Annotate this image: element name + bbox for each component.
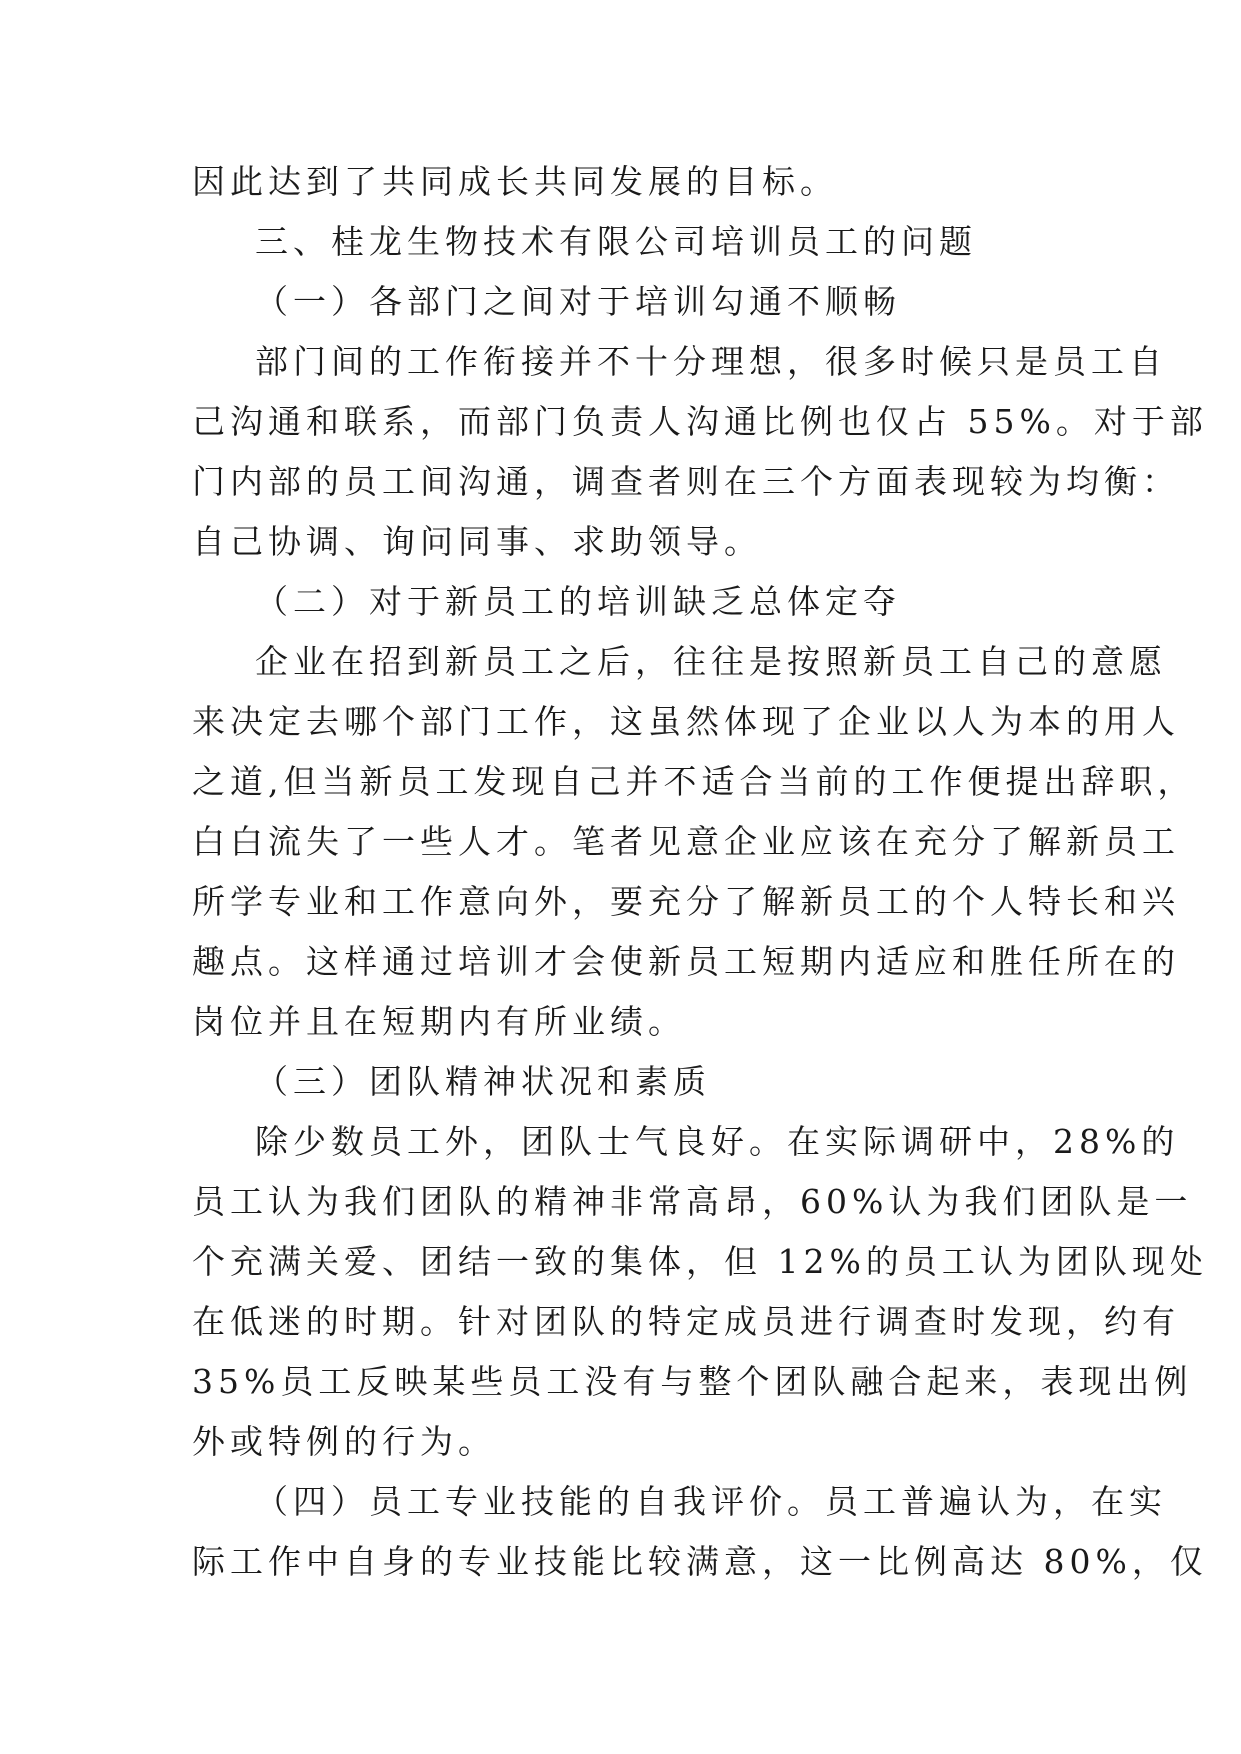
text-line: 之道,但当新员工发现自己并不适合当前的工作便提出辞职， <box>192 762 1196 801</box>
subsection-heading: （二）对于新员工的培训缺乏总体定夺 <box>255 582 901 621</box>
text-line: 员工认为我们团队的精神非常高昂，60%认为我们团队是一 <box>192 1182 1193 1221</box>
text-line: 己沟通和联系，而部门负责人沟通比例也仅占 55%。对于部 <box>192 402 1208 441</box>
text-line: 所学专业和工作意向外，要充分了解新员工的个人特长和兴 <box>192 882 1180 921</box>
text-line: 岗位并且在短期内有所业绩。 <box>192 1002 686 1041</box>
text-line: 部门间的工作衔接并不十分理想，很多时候只是员工自 <box>255 342 1167 381</box>
text-line: 35%员工反映某些员工没有与整个团队融合起来，表现出例 <box>192 1362 1193 1401</box>
subsection-heading: （一）各部门之间对于培训勾通不顺畅 <box>255 282 901 321</box>
subsection-heading: （三）团队精神状况和素质 <box>255 1062 711 1101</box>
text-line: 门内部的员工间沟通，调查者则在三个方面表现较为均衡： <box>192 462 1180 501</box>
text-line: 白白流失了一些人才。笔者见意企业应该在充分了解新员工 <box>192 822 1180 861</box>
text-line: 趣点。这样通过培训才会使新员工短期内适应和胜任所在的 <box>192 942 1180 981</box>
text-line: 际工作中自身的专业技能比较满意，这一比例高达 80%，仅 <box>192 1542 1208 1581</box>
text-line: 自己协调、询问同事、求助领导。 <box>192 522 762 561</box>
text-line: 在低迷的时期。针对团队的特定成员进行调查时发现，约有 <box>192 1302 1180 1341</box>
text-line: 因此达到了共同成长共同发展的目标。 <box>192 162 838 201</box>
subsection-heading: （四）员工专业技能的自我评价。员工普遍认为，在实 <box>255 1482 1167 1521</box>
text-line: 来决定去哪个部门工作，这虽然体现了企业以人为本的用人 <box>192 702 1180 741</box>
section-heading: 三、桂龙生物技术有限公司培训员工的问题 <box>255 222 977 261</box>
text-line: 除少数员工外，团队士气良好。在实际调研中，28%的 <box>255 1122 1180 1161</box>
text-line: 个充满关爱、团结一致的集体，但 12%的员工认为团队现处 <box>192 1242 1208 1281</box>
text-line: 企业在招到新员工之后，往往是按照新员工自己的意愿 <box>255 642 1167 681</box>
text-line: 外或特例的行为。 <box>192 1422 496 1461</box>
